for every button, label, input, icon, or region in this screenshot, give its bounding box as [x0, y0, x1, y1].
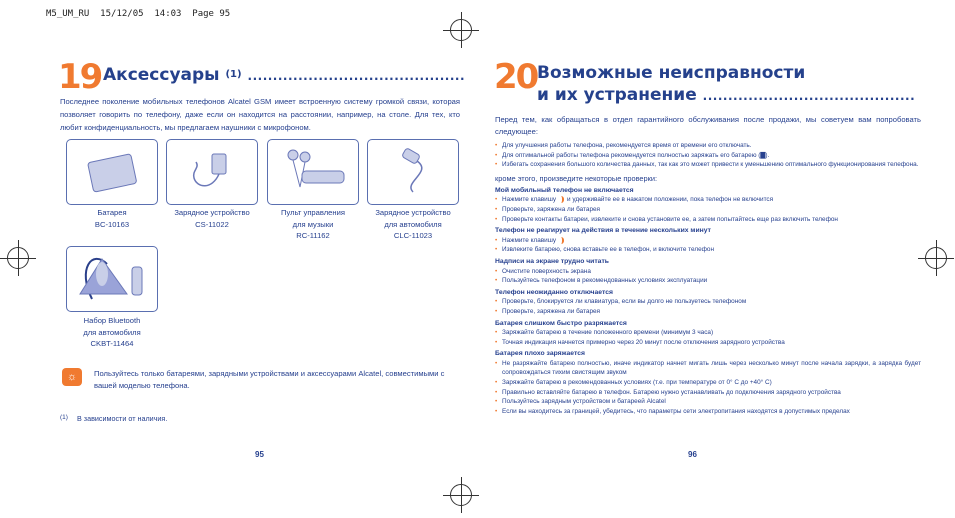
bluetooth-kit-image [66, 246, 158, 312]
list-item: • Проверьте, заряжена ли батарея [495, 205, 921, 215]
section-title: Телефон не реагирует на действия в течение нескольких минут [495, 227, 711, 235]
leader-dots: .......................................... [702, 89, 916, 103]
list-item: • Проверьте, заряжена ли батарея [495, 307, 921, 317]
section-title: Батарея слишком быстро разряжается [495, 319, 627, 327]
title-line: и их устранение [537, 85, 697, 105]
list-item: • Если вы находитесь за границей, убедитесь, что параметры сети электропитания находятся в допустимых пределах [495, 407, 921, 417]
section-title: Мой мобильный телефон не включается [495, 186, 634, 194]
intro-paragraph: Последнее поколение мобильных телефонов Alcatel GSM имеет встроенную систему громкой связи, которая позволяет говорить по телефону, даже если он находится на расстоянии, например, на столе. Для тех, кто любит конфиденциальность, мы предлагаем наушники с микрофоном. [60, 97, 460, 132]
accessory-label: Пульт управления для музыки RC-11162 [281, 208, 345, 240]
list-item: • Для оптимальной работы телефона рекомендуется полностью заряжать его батарею (▇). [495, 151, 921, 161]
chapter-number: 20 [494, 57, 538, 97]
list-item: • Нажмите клавишу [495, 236, 921, 246]
list-item: • Очистите поверхность экрана [495, 267, 921, 277]
list-item: • Заряжайте батарею в течение положенного времени (минимум 3 часа) [495, 328, 921, 338]
accessory-label: Набор Bluetooth для автомобиля CKBT-11464 [83, 316, 141, 348]
lightbulb-icon: ☼ [62, 368, 82, 386]
list-item: • Пользуйтесь зарядным устройством и батареей Alcatel [495, 397, 921, 407]
chapter-title [537, 62, 915, 107]
car-charger-image [367, 139, 459, 205]
registration-mark-icon [7, 247, 29, 269]
page-number: 96 [688, 450, 697, 459]
troubleshooting-content [495, 114, 921, 416]
power-key-icon [559, 237, 564, 244]
list-item: • Пользуйтесь телефоном в рекомендованных условиях эксплуатации [495, 276, 921, 286]
title-text: Аксессуары [103, 65, 220, 85]
registration-mark-icon [450, 484, 472, 506]
list-item: • Нажмите клавишу и удерживайте ее в нажатом положении, пока телефон не включится [495, 195, 921, 205]
list-item: • Не разряжайте батарею полностью, иначе индикатор начнет мигать лишь через несколько минут после начала зарядки, а зарядка будет сопровождаться тихим свистящим звуком [495, 359, 921, 378]
tip-text: Пользуйтесь только батареями, зарядными устройствами и аксессуарами Alcatel, совместимыми с вашей моделью телефона. [94, 369, 445, 390]
battery-image [66, 139, 158, 205]
list-item: • Извлеките батарею, снова вставьте ее в телефон, и включите телефон [495, 245, 921, 255]
accessory-label: Зарядное устройство для автомобиля CLC-11023 [375, 208, 451, 240]
section-title: Батарея плохо заряжается [495, 350, 585, 358]
registration-mark-icon [450, 19, 472, 41]
accessory-label: Зарядное устройство CS-11022 [174, 208, 250, 229]
registration-mark-icon [925, 247, 947, 269]
accessory-label: Батарея BC-10163 [94, 208, 130, 229]
intro-paragraph: Перед тем, как обращаться в отдел гарантийного обслуживания после продажи, мы советуем вам попробовать следующее: [495, 115, 921, 136]
list-item: • Точная индикация начнется примерно через 20 минут после отключения зарядного устройства [495, 338, 921, 348]
remote-image [267, 139, 359, 205]
checks-intro: кроме этого, произведите некоторые проверки: [495, 173, 658, 183]
list-item: • Для улучшения работы телефона, рекомендуется время от времени его отключать. [495, 141, 921, 151]
list-item: • Проверьте контакты батареи, извлеките и снова установите ее, а затем попытайтесь еще раз включить телефон [495, 215, 921, 225]
footnote: В зависимости от наличия. [77, 414, 168, 423]
page-number: 95 [255, 450, 264, 459]
chapter-title [103, 64, 465, 87]
leader-dots: ........................................... [247, 69, 466, 83]
power-key-icon [559, 196, 564, 203]
footnote-ref: (1) [225, 69, 242, 80]
list-item: • Заряжайте батарею в рекомендованных условиях (т.е. при температуре от 0° C до +40° C) [495, 378, 921, 388]
footnote-mark: (1) [60, 414, 68, 421]
charger-image [166, 139, 258, 205]
list-item: • Избегать сохранения большого количества данных, так как это может привести к уменьшению оптимального функционирования телефона. [495, 160, 921, 170]
section-title: Телефон неожиданно отключается [495, 288, 613, 296]
list-item: • Проверьте, блокируется ли клавиатура, если вы долго не пользуетесь телефоном [495, 297, 921, 307]
title-line: Возможные неисправности [537, 63, 806, 83]
section-title: Надписи на экране трудно читать [495, 257, 609, 265]
chapter-number: 19 [58, 57, 102, 97]
print-header: M5_UM_RU 15/12/05 14:03 Page 95 [46, 9, 231, 19]
list-item: • Правильно вставляйте батарею в телефон. Батарею нужно устанавливать до подключения зарядного устройства [495, 388, 921, 398]
